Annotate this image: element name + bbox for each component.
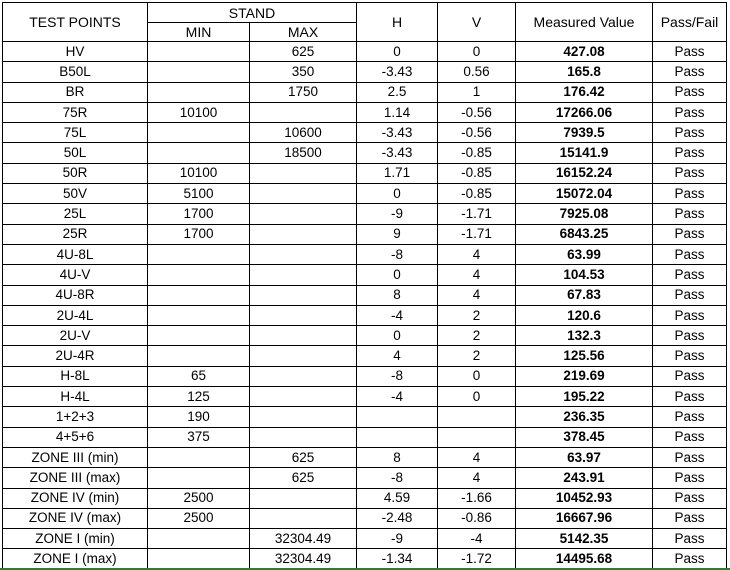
table-row — [3, 204, 727, 224]
v-cell: 0 — [438, 42, 516, 62]
v-cell: -0.56 — [438, 102, 516, 122]
max-cell: 625 — [250, 468, 357, 488]
pass-fail-cell: Pass — [653, 204, 727, 224]
h-cell: 4.59 — [357, 488, 438, 508]
max-cell: 1750 — [250, 82, 357, 102]
v-cell: -1.71 — [438, 224, 516, 244]
test-point-cell: 50V — [3, 184, 148, 204]
table-row — [3, 387, 727, 407]
h-cell: 1.14 — [357, 102, 438, 122]
v-cell: -4 — [438, 529, 516, 549]
table-row — [3, 447, 727, 467]
test-point-cell: 2U-4R — [3, 346, 148, 366]
v-cell: 1 — [438, 82, 516, 102]
table-row — [3, 102, 727, 122]
h-cell: 2.5 — [357, 82, 438, 102]
table-row — [3, 549, 727, 569]
v-cell: -0.85 — [438, 184, 516, 204]
h-cell: -9 — [357, 204, 438, 224]
pass-fail-cell: Pass — [653, 366, 727, 386]
pass-fail-cell: Pass — [653, 407, 727, 427]
table-row — [3, 184, 727, 204]
max-cell — [250, 285, 357, 305]
measured-value-cell: 427.08 — [516, 42, 653, 62]
min-cell: 2500 — [148, 508, 250, 528]
min-cell — [148, 244, 250, 264]
max-cell: 10600 — [250, 123, 357, 143]
min-cell: 65 — [148, 366, 250, 386]
h-cell: -9 — [357, 529, 438, 549]
header-min: MIN — [148, 23, 250, 42]
h-cell: 0 — [357, 326, 438, 346]
test-point-cell: ZONE IV (max) — [3, 508, 148, 528]
measured-value-cell: 176.42 — [516, 82, 653, 102]
v-cell: 2 — [438, 305, 516, 325]
max-cell: 625 — [250, 447, 357, 467]
pass-fail-cell: Pass — [653, 184, 727, 204]
h-cell: -4 — [357, 305, 438, 325]
max-cell — [250, 184, 357, 204]
min-cell — [148, 42, 250, 62]
max-cell — [250, 326, 357, 346]
test-point-cell: 4+5+6 — [3, 427, 148, 447]
test-point-cell: 25R — [3, 224, 148, 244]
min-cell — [148, 82, 250, 102]
v-cell: 4 — [438, 468, 516, 488]
max-cell: 32304.49 — [250, 549, 357, 569]
pass-fail-cell: Pass — [653, 42, 727, 62]
max-cell — [250, 244, 357, 264]
measured-value-cell: 7925.08 — [516, 204, 653, 224]
min-cell — [148, 123, 250, 143]
test-point-cell: 75L — [3, 123, 148, 143]
table-row — [3, 407, 727, 427]
test-point-cell: H-4L — [3, 387, 148, 407]
table-body — [3, 42, 727, 570]
pass-fail-cell: Pass — [653, 123, 727, 143]
table-row — [3, 346, 727, 366]
h-cell: -4 — [357, 387, 438, 407]
header-measured-value: Measured Value — [516, 3, 653, 42]
pass-fail-cell: Pass — [653, 549, 727, 569]
min-cell: 375 — [148, 427, 250, 447]
header-test-points: TEST POINTS — [3, 3, 148, 42]
table-row — [3, 508, 727, 528]
header-max: MAX — [250, 23, 357, 42]
measured-value-cell: 67.83 — [516, 285, 653, 305]
h-cell — [357, 427, 438, 447]
v-cell — [438, 407, 516, 427]
min-cell: 2500 — [148, 488, 250, 508]
test-point-cell: 2U-4L — [3, 305, 148, 325]
min-cell — [148, 346, 250, 366]
h-cell: 0 — [357, 265, 438, 285]
test-point-cell: HV — [3, 42, 148, 62]
measured-value-cell: 125.56 — [516, 346, 653, 366]
max-cell — [250, 224, 357, 244]
test-point-cell: 4U-V — [3, 265, 148, 285]
v-cell: -1.72 — [438, 549, 516, 569]
pass-fail-cell: Pass — [653, 488, 727, 508]
measured-value-cell: 14495.68 — [516, 549, 653, 569]
v-cell: 2 — [438, 326, 516, 346]
h-cell: -8 — [357, 468, 438, 488]
measured-value-cell: 16152.24 — [516, 163, 653, 183]
v-cell: 4 — [438, 447, 516, 467]
table-row — [3, 468, 727, 488]
pass-fail-cell: Pass — [653, 427, 727, 447]
table-row — [3, 123, 727, 143]
h-cell: 1.71 — [357, 163, 438, 183]
table-row — [3, 285, 727, 305]
test-point-cell: H-8L — [3, 366, 148, 386]
table-row — [3, 427, 727, 447]
v-cell: 0.56 — [438, 62, 516, 82]
test-point-cell: ZONE I (min) — [3, 529, 148, 549]
max-cell: 18500 — [250, 143, 357, 163]
min-cell — [148, 143, 250, 163]
measured-value-cell: 219.69 — [516, 366, 653, 386]
v-cell: 4 — [438, 285, 516, 305]
table-row — [3, 62, 727, 82]
min-cell: 1700 — [148, 224, 250, 244]
max-cell: 625 — [250, 42, 357, 62]
table-row — [3, 265, 727, 285]
min-cell — [148, 447, 250, 467]
pass-fail-cell: Pass — [653, 62, 727, 82]
test-point-cell: 4U-8L — [3, 244, 148, 264]
pass-fail-cell: Pass — [653, 305, 727, 325]
v-cell: 0 — [438, 387, 516, 407]
table-row — [3, 305, 727, 325]
test-point-cell: 4U-8R — [3, 285, 148, 305]
test-point-cell: 75R — [3, 102, 148, 122]
test-point-cell: ZONE III (min) — [3, 447, 148, 467]
measured-value-cell: 6843.25 — [516, 224, 653, 244]
table-row — [3, 244, 727, 264]
max-cell — [250, 346, 357, 366]
pass-fail-cell: Pass — [653, 265, 727, 285]
measured-value-cell: 5142.35 — [516, 529, 653, 549]
table-row — [3, 529, 727, 549]
pass-fail-cell: Pass — [653, 387, 727, 407]
measured-value-cell: 132.3 — [516, 326, 653, 346]
v-cell: 2 — [438, 346, 516, 366]
v-cell: -0.85 — [438, 163, 516, 183]
min-cell — [148, 468, 250, 488]
h-cell: -3.43 — [357, 143, 438, 163]
max-cell — [250, 387, 357, 407]
min-cell: 10100 — [148, 102, 250, 122]
max-cell — [250, 102, 357, 122]
min-cell: 5100 — [148, 184, 250, 204]
v-cell — [438, 427, 516, 447]
h-cell: -8 — [357, 244, 438, 264]
pass-fail-cell: Pass — [653, 163, 727, 183]
pass-fail-cell: Pass — [653, 447, 727, 467]
pass-fail-cell: Pass — [653, 102, 727, 122]
pass-fail-cell: Pass — [653, 468, 727, 488]
h-cell: -3.43 — [357, 123, 438, 143]
measured-value-cell: 63.99 — [516, 244, 653, 264]
pass-fail-cell: Pass — [653, 285, 727, 305]
header-v: V — [438, 3, 516, 42]
table-header — [3, 3, 727, 42]
header-stand: STAND — [148, 3, 357, 23]
v-cell: 4 — [438, 244, 516, 264]
table-row — [3, 224, 727, 244]
measured-value-cell: 10452.93 — [516, 488, 653, 508]
measured-value-cell: 378.45 — [516, 427, 653, 447]
min-cell — [148, 549, 250, 569]
min-cell — [148, 285, 250, 305]
h-cell: 4 — [357, 346, 438, 366]
test-point-cell: B50L — [3, 62, 148, 82]
max-cell — [250, 488, 357, 508]
pass-fail-cell: Pass — [653, 244, 727, 264]
table-row — [3, 42, 727, 62]
measured-value-cell: 15141.9 — [516, 143, 653, 163]
measured-value-cell: 7939.5 — [516, 123, 653, 143]
h-cell: -8 — [357, 366, 438, 386]
max-cell — [250, 427, 357, 447]
measured-value-cell: 243.91 — [516, 468, 653, 488]
min-cell: 125 — [148, 387, 250, 407]
v-cell: 4 — [438, 265, 516, 285]
pass-fail-cell: Pass — [653, 529, 727, 549]
min-cell — [148, 305, 250, 325]
min-cell — [148, 265, 250, 285]
test-point-cell: 2U-V — [3, 326, 148, 346]
pass-fail-cell: Pass — [653, 143, 727, 163]
v-cell: -0.86 — [438, 508, 516, 528]
measured-value-cell: 195.22 — [516, 387, 653, 407]
max-cell: 32304.49 — [250, 529, 357, 549]
measured-value-cell: 165.8 — [516, 62, 653, 82]
measured-value-cell: 104.53 — [516, 265, 653, 285]
v-cell: -1.66 — [438, 488, 516, 508]
pass-fail-cell: Pass — [653, 82, 727, 102]
test-point-cell: 50L — [3, 143, 148, 163]
max-cell: 350 — [250, 62, 357, 82]
table-row — [3, 488, 727, 508]
max-cell — [250, 407, 357, 427]
h-cell: 0 — [357, 184, 438, 204]
h-cell: -2.48 — [357, 508, 438, 528]
test-point-cell: 1+2+3 — [3, 407, 148, 427]
header-h: H — [357, 3, 438, 42]
measured-value-cell: 15072.04 — [516, 184, 653, 204]
measured-value-cell: 63.97 — [516, 447, 653, 467]
h-cell — [357, 407, 438, 427]
v-cell: -0.56 — [438, 123, 516, 143]
test-point-cell: 25L — [3, 204, 148, 224]
max-cell — [250, 508, 357, 528]
min-cell — [148, 326, 250, 346]
h-cell: 8 — [357, 285, 438, 305]
max-cell — [250, 305, 357, 325]
h-cell: 9 — [357, 224, 438, 244]
h-cell: -3.43 — [357, 62, 438, 82]
test-point-cell: ZONE III (max) — [3, 468, 148, 488]
table-row — [3, 163, 727, 183]
pass-fail-cell: Pass — [653, 326, 727, 346]
table-row — [3, 143, 727, 163]
pass-fail-cell: Pass — [653, 346, 727, 366]
max-cell — [250, 265, 357, 285]
table-row — [3, 326, 727, 346]
max-cell — [250, 366, 357, 386]
pass-fail-cell: Pass — [653, 508, 727, 528]
test-point-cell: BR — [3, 82, 148, 102]
min-cell: 10100 — [148, 163, 250, 183]
test-point-cell: 50R — [3, 163, 148, 183]
max-cell — [250, 204, 357, 224]
test-results-table — [2, 2, 727, 570]
max-cell — [250, 163, 357, 183]
measured-value-cell: 120.6 — [516, 305, 653, 325]
test-point-cell: ZONE I (max) — [3, 549, 148, 569]
v-cell: -1.71 — [438, 204, 516, 224]
measured-value-cell: 17266.06 — [516, 102, 653, 122]
header-pass-fail: Pass/Fail — [653, 3, 727, 42]
h-cell: 8 — [357, 447, 438, 467]
min-cell: 1700 — [148, 204, 250, 224]
min-cell — [148, 529, 250, 549]
test-point-cell: ZONE IV (min) — [3, 488, 148, 508]
min-cell: 190 — [148, 407, 250, 427]
table-row — [3, 366, 727, 386]
v-cell: -0.85 — [438, 143, 516, 163]
h-cell: 0 — [357, 42, 438, 62]
table-row — [3, 82, 727, 102]
h-cell: -1.34 — [357, 549, 438, 569]
pass-fail-cell: Pass — [653, 224, 727, 244]
measured-value-cell: 16667.96 — [516, 508, 653, 528]
measured-value-cell: 236.35 — [516, 407, 653, 427]
min-cell — [148, 62, 250, 82]
v-cell: 0 — [438, 366, 516, 386]
